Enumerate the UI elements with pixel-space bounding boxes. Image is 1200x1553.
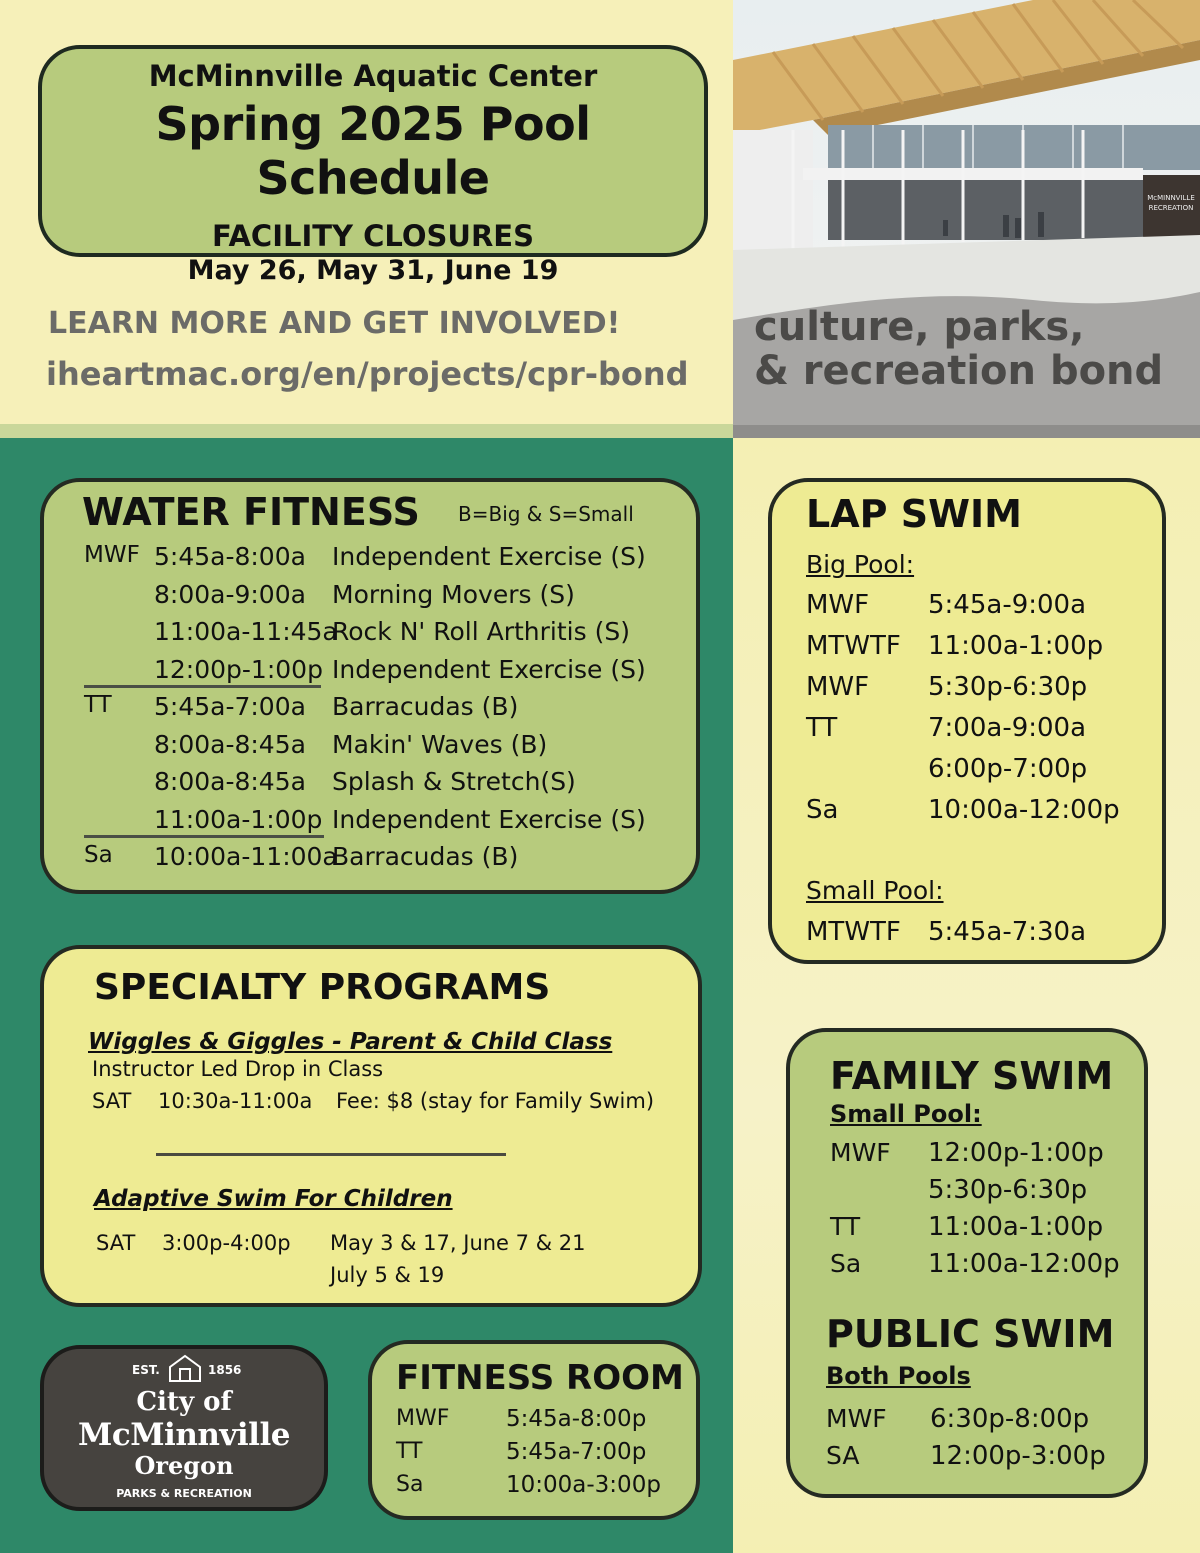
- adaptive-title: Adaptive Swim For Children: [94, 1186, 453, 1212]
- water-fitness-box: [40, 478, 700, 894]
- schedule-time: 8:00a-8:45a: [154, 767, 306, 796]
- specialty-programs-box: [40, 945, 702, 1307]
- public-swim-title: PUBLIC SWIM: [826, 1312, 1115, 1356]
- learn-more-text: LEARN MORE AND GET INVOLVED!: [48, 306, 621, 341]
- building-icon: [166, 1353, 204, 1383]
- family-time: 12:00p-1:00p: [928, 1138, 1104, 1168]
- adaptive-day: SAT: [96, 1231, 136, 1255]
- class-name: Independent Exercise (S): [332, 542, 646, 571]
- lap-time: 10:00a-12:00p: [928, 795, 1120, 825]
- closures-label: FACILITY CLOSURES: [212, 219, 534, 253]
- family-pool-label: Small Pool:: [830, 1100, 982, 1128]
- lap-time: 5:30p-6:30p: [928, 672, 1088, 702]
- adaptive-dates-2: July 5 & 19: [330, 1263, 445, 1287]
- city-logo: [40, 1345, 328, 1511]
- public-time: 6:30p-8:00p: [930, 1404, 1090, 1434]
- lap-big-pool-label: Big Pool:: [806, 550, 915, 579]
- lap-small-pool-label: Small Pool:: [806, 876, 944, 905]
- class-name: Morning Movers (S): [332, 579, 575, 609]
- divider-line: [156, 1153, 506, 1156]
- family-day: MWF: [830, 1138, 891, 1167]
- family-swim-title: FAMILY SWIM: [830, 1054, 1114, 1098]
- lap-day: TT: [806, 713, 838, 743]
- header-box: [38, 45, 708, 286]
- class-name: Barracudas (B): [332, 842, 519, 871]
- specialty-title: SPECIALTY PROGRAMS: [94, 967, 551, 1008]
- closure-dates: May 26, May 31, June 19: [187, 255, 559, 286]
- divider-line: [84, 835, 324, 838]
- bond-line-1: culture, parks,: [754, 304, 1085, 350]
- schedule-time: 8:00a-8:45a: [154, 729, 306, 759]
- fitness-day: TT: [396, 1439, 423, 1464]
- wiggles-day: SAT: [92, 1089, 132, 1113]
- water-fitness-title: WATER FITNESS: [82, 490, 420, 534]
- schedule-day: Sa: [84, 842, 113, 868]
- svg-text:McMINNVILLE: McMINNVILLE: [1147, 194, 1195, 202]
- fitness-time: 5:45a-8:00p: [506, 1406, 647, 1432]
- schedule-time: 8:00a-9:00a: [154, 579, 306, 609]
- fitness-time: 5:45a-7:00p: [506, 1439, 647, 1465]
- bond-url-link[interactable]: iheartmac.org/en/projects/cpr-bond: [46, 355, 689, 393]
- family-time: 11:00a-1:00p: [928, 1212, 1104, 1242]
- wiggles-desc: Instructor Led Drop in Class: [92, 1057, 384, 1081]
- page-title: Spring 2025 Pool Schedule: [155, 97, 591, 205]
- schedule-time: 5:45a-7:00a: [154, 692, 306, 721]
- public-day: MWF: [826, 1404, 887, 1433]
- divider-line: [84, 685, 321, 688]
- logo-line-1: City of: [136, 1387, 232, 1417]
- fitness-time: 10:00a-3:00p: [506, 1472, 661, 1498]
- class-name: Splash & Stretch(S): [332, 767, 576, 796]
- lap-time: 5:45a-7:30a: [928, 917, 1087, 947]
- logo-est: EST.: [132, 1363, 160, 1377]
- bond-line-2: & recreation bond: [754, 348, 1164, 394]
- lap-time: 5:45a-9:00a: [928, 590, 1087, 620]
- lap-swim-box: [768, 478, 1166, 964]
- center-name: McMinnville Aquatic Center: [148, 59, 598, 93]
- logo-dept: PARKS & RECREATION: [116, 1487, 252, 1500]
- lap-time: 6:00p-7:00p: [928, 754, 1088, 784]
- schedule-time: 12:00p-1:00p: [154, 654, 323, 684]
- lap-swim-title: LAP SWIM: [806, 492, 1022, 536]
- family-time: 11:00a-12:00p: [928, 1249, 1120, 1279]
- lap-day: MWF: [806, 590, 870, 620]
- bond-heading: [754, 305, 1163, 393]
- family-time: 5:30p-6:30p: [928, 1175, 1088, 1205]
- lap-day: MWF: [806, 672, 870, 702]
- class-name: Independent Exercise (S): [332, 654, 646, 684]
- logo-line-3: Oregon: [134, 1451, 234, 1480]
- schedule-time: 10:00a-11:00a: [154, 842, 338, 871]
- logo-line-2: McMinnville: [78, 1417, 290, 1453]
- lap-day: MTWTF: [806, 917, 901, 947]
- fitness-day: MWF: [396, 1406, 450, 1431]
- wiggles-title: Wiggles & Giggles - Parent & Child Class: [88, 1029, 613, 1055]
- fitness-day: Sa: [396, 1472, 424, 1497]
- schedule-time: 11:00a-1:00p: [154, 804, 323, 834]
- public-day: SA: [826, 1441, 860, 1470]
- pool-legend: B=Big & S=Small: [458, 502, 634, 526]
- lap-day: MTWTF: [806, 631, 901, 661]
- class-name: Rock N' Roll Arthritis (S): [332, 617, 630, 646]
- lap-time: 11:00a-1:00p: [928, 631, 1104, 661]
- class-name: Barracudas (B): [332, 692, 519, 721]
- family-day: TT: [830, 1212, 861, 1241]
- lap-day: Sa: [806, 795, 839, 825]
- adaptive-dates-1: May 3 & 17, June 7 & 21: [330, 1231, 586, 1255]
- public-time: 12:00p-3:00p: [930, 1441, 1106, 1471]
- wiggles-fee: Fee: $8 (stay for Family Swim): [336, 1089, 655, 1113]
- wiggles-time: 10:30a-11:00a: [158, 1089, 313, 1113]
- class-name: Makin' Waves (B): [332, 729, 548, 759]
- lap-time: 7:00a-9:00a: [928, 713, 1087, 743]
- adaptive-time: 3:00p-4:00p: [162, 1231, 291, 1255]
- schedule-time: 5:45a-8:00a: [154, 542, 306, 571]
- schedule-day: MWF: [84, 542, 140, 568]
- fitness-room-box: [368, 1340, 700, 1520]
- public-pool-label: Both Pools: [826, 1362, 971, 1390]
- fitness-room-title: FITNESS ROOM: [396, 1358, 684, 1398]
- family-day: Sa: [830, 1249, 862, 1278]
- schedule-time: 11:00a-11:45a: [154, 617, 338, 646]
- class-name: Independent Exercise (S): [332, 804, 646, 834]
- schedule-day: TT: [84, 692, 112, 718]
- logo-year: 1856: [208, 1363, 242, 1377]
- family-public-swim-box: [786, 1028, 1148, 1498]
- divider-strip: [0, 424, 733, 438]
- svg-text:RECREATION: RECREATION: [1148, 204, 1194, 212]
